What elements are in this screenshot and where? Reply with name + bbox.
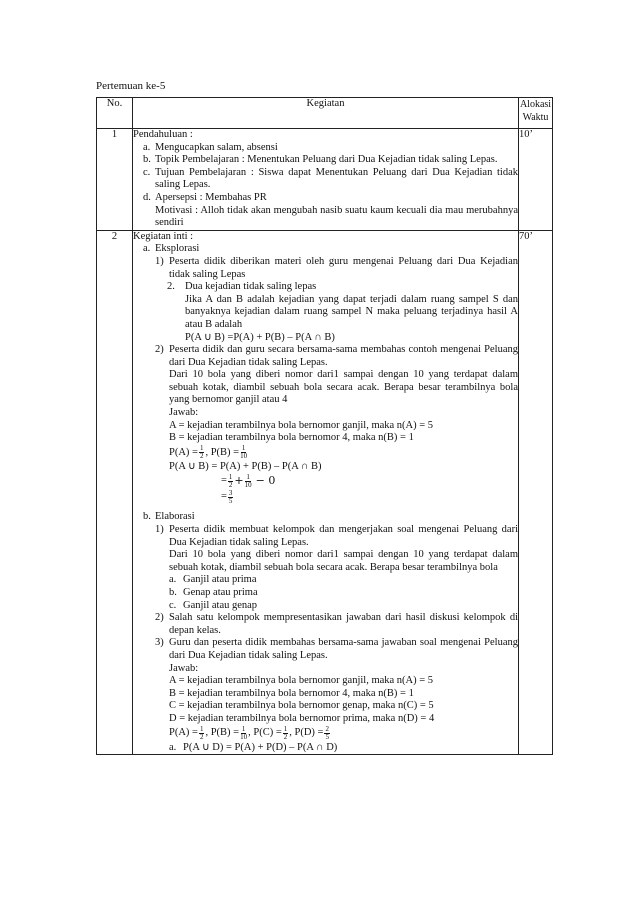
list-marker: 2)	[155, 344, 164, 356]
list-marker: a.	[143, 243, 151, 255]
list-marker: 2.	[167, 281, 175, 293]
page-heading: Pertemuan ke-5	[96, 80, 166, 92]
section-title: Kegiatan inti :	[133, 230, 194, 242]
option-item	[133, 600, 518, 613]
problem-body: Dari 10 bola yang diberi nomor dari1 sampai dengan 10 yang terdapat dalam sebuah kotak, diambil sebuah bola secara acak. Berapa besar terambilnya bola yang bernomor ganjil atau 4	[169, 369, 518, 406]
probability-label: , P(D) =	[289, 727, 324, 739]
fraction-numerator: 1	[241, 725, 246, 734]
fraction-numerator: 1	[199, 725, 204, 734]
fraction	[199, 726, 205, 741]
list-marker: b.	[143, 511, 151, 523]
subsection-elaborasi	[133, 511, 518, 524]
list-marker: 3)	[155, 637, 164, 649]
plus-sign: +	[234, 474, 244, 488]
formula: P(A ∪ B) = P(A) + P(B) – P(A ∩ B)	[169, 460, 322, 472]
answer-line: B = kejadian terambilnya bola bernomor 4, maka n(B) = 1	[169, 687, 414, 699]
list-item	[133, 192, 518, 205]
option-item	[133, 574, 518, 587]
list-marker: 1)	[155, 255, 164, 267]
section-title: Pendahuluan :	[133, 129, 193, 140]
motivation-text	[133, 205, 518, 230]
list-marker: 2)	[155, 612, 164, 624]
fraction-denominator: 2	[199, 733, 204, 742]
probability-label: , P(C) =	[248, 727, 282, 739]
list-text: Dua kejadian tidak saling lepas	[185, 281, 317, 293]
subsection-eksplorasi	[133, 243, 518, 256]
option-item	[133, 587, 518, 600]
row-number	[97, 230, 133, 754]
fraction	[283, 726, 289, 741]
list-text: Peserta didik membuat kelompok dan mengerjakan soal mengenai Peluang dari Dua Kejadian tidak saling Lepas.	[169, 524, 518, 548]
fraction-denominator: 5	[228, 496, 233, 505]
list-item	[133, 612, 518, 637]
list-item	[133, 142, 518, 155]
fraction	[199, 445, 205, 460]
list-marker: c.	[143, 166, 151, 178]
fraction-denominator: 10	[240, 452, 248, 461]
list-marker: d.	[143, 191, 151, 203]
probability-label: P(A) =	[169, 727, 198, 739]
list-text: Peserta didik diberikan materi oleh guru mengenai Peluang dari Dua Kejadian tidak saling Lepas	[169, 255, 518, 280]
calculation-line	[133, 473, 518, 489]
answer-line: A = kejadian terambilnya bola bernomor ganjil, maka n(A) = 5	[169, 675, 434, 687]
fraction	[228, 490, 234, 505]
header-activity	[133, 98, 519, 129]
fraction-denominator: 2	[199, 452, 204, 461]
answer-line: C = kejadian terambilnya bola bernomor genap, maka n(C) = 5	[169, 700, 434, 712]
motivation-text-body: Motivasi : Alloh tidak akan mengubah nasib suatu kaum kecuali dia mau merubahnya sendiri	[155, 204, 518, 229]
list-marker: a.	[169, 741, 177, 753]
equals-sign: =	[221, 475, 227, 487]
list-item	[133, 524, 518, 549]
fraction-numerator: 2	[325, 725, 329, 734]
fraction	[245, 474, 252, 489]
probability-label: , P(B) =	[205, 727, 240, 739]
list-text: Guru dan peserta didik membahas bersama-sama jawaban soal mengenai Peluang dari Dua Kejadian tidak saling Lepas.	[169, 637, 518, 661]
subsection-title: Eksplorasi	[155, 243, 200, 255]
formula: P(A ∪ D) = P(A) + P(D) – P(A ∩ D)	[183, 741, 338, 753]
row-time	[519, 129, 553, 231]
list-item	[133, 637, 518, 662]
list-item	[133, 344, 518, 369]
row-activity	[133, 129, 519, 231]
fraction-numerator: 1	[246, 472, 250, 481]
list-marker: b.	[169, 587, 177, 598]
fraction	[240, 445, 247, 460]
answer-line: B = kejadian terambilnya bola bernomor 4, maka n(B) = 1	[169, 432, 414, 444]
header-activity-label: Kegiatan	[306, 98, 345, 109]
answer-label: Jawab:	[169, 662, 199, 674]
list-text: Peserta didik dan guru secara bersama-sama membahas contoh mengenai Peluang dari Dua Kejadian tidak saling Lepas.	[169, 344, 518, 368]
fraction-denominator: 2	[283, 733, 288, 742]
lesson-table	[96, 97, 553, 755]
header-time-line-1: Alokasi	[519, 99, 552, 110]
fraction-numerator: 1	[241, 444, 246, 453]
definition-text	[133, 294, 518, 332]
list-item	[133, 742, 518, 755]
fraction	[240, 726, 247, 741]
row-time	[519, 230, 553, 754]
fraction-numerator: 1	[199, 444, 204, 453]
header-no	[97, 98, 133, 129]
answer-line: A = kejadian terambilnya bola bernomor ganjil, maka n(A) = 5	[169, 419, 434, 431]
row-time-label: 70’	[519, 230, 533, 242]
list-item	[133, 256, 518, 281]
problem-text	[133, 549, 518, 574]
list-text: Mengucapkan salam, absensi	[155, 141, 278, 153]
fraction	[324, 726, 330, 741]
row-number	[97, 129, 133, 231]
probability-label: P(A) =	[169, 446, 198, 458]
answer-line: D = kejadian terambilnya bola bernomor prima, maka n(D) = 4	[169, 712, 435, 724]
problem-text	[133, 369, 518, 407]
fraction-numerator: 1	[228, 472, 233, 481]
list-text: Topik Pembelajaran : Menentukan Peluang dari Dua Kejadian tidak saling Lepas.	[155, 154, 498, 166]
equals-sign: =	[221, 491, 227, 503]
fraction-numerator: 1	[283, 725, 288, 734]
list-marker: b.	[143, 154, 151, 166]
minus-zero: − 0	[255, 474, 276, 488]
option-text: Ganjil atau prima	[183, 574, 257, 586]
list-text: Salah satu kelompok mempresentasikan jawaban dari hasil diskusi kelompok di depan kelas.	[169, 612, 518, 636]
list-text: Tujuan Pembelajaran : Siswa dapat Menentukan Peluang dari Dua Kejadian tidak saling Lepas.	[155, 166, 518, 191]
fraction-denominator: 5	[325, 733, 329, 742]
header-no-label: No.	[106, 98, 123, 109]
fraction-denominator: 2	[228, 480, 233, 489]
option-text: Genap atau prima	[183, 587, 258, 598]
list-item	[133, 154, 518, 167]
fraction-numerator: 3	[228, 488, 233, 497]
list-item	[133, 167, 518, 192]
problem-body: Dari 10 bola yang diberi nomor dari1 sampai dengan 10 yang terdapat dalam sebuah kotak, diambil sebuah bola secara acak. Berapa besar terambilnya bola	[169, 549, 518, 573]
fraction-denominator: 10	[244, 480, 252, 489]
definition-body: Jika A dan B adalah kejadian yang dapat terjadi dalam ruang sampel S dan banyaknya kejadian dalam ruang sampel N maka peluang terjadinya hasil A atau B adalah	[185, 293, 518, 330]
row-number-label: 2	[111, 230, 118, 242]
list-marker: a.	[169, 574, 177, 586]
row-number-label: 1	[111, 129, 118, 140]
header-time-line-2: Waktu	[522, 112, 549, 123]
formula: P(A ∪ B) =P(A) + P(B) – P(A ∩ B)	[185, 331, 335, 343]
list-marker: 1)	[155, 524, 164, 536]
table-row	[97, 129, 553, 231]
row-activity	[133, 230, 519, 754]
answer-label: Jawab:	[169, 407, 199, 419]
probability-line	[133, 445, 518, 461]
list-marker: a.	[143, 141, 151, 153]
probability-label: , P(B) =	[205, 446, 240, 458]
option-text: Ganjil atau genap	[183, 599, 258, 611]
list-marker: c.	[169, 599, 177, 611]
subsection-title: Elaborasi	[155, 511, 195, 523]
calculation-line	[133, 489, 518, 505]
fraction-denominator: 10	[240, 733, 248, 742]
list-text: Apersepsi : Membahas PR	[155, 191, 267, 203]
row-time-label: 10’	[519, 129, 533, 140]
probability-line	[133, 726, 518, 742]
table-header-row	[97, 98, 553, 129]
table-row	[97, 230, 553, 754]
fraction	[228, 474, 234, 489]
header-time	[519, 98, 553, 129]
list-item	[133, 281, 518, 294]
